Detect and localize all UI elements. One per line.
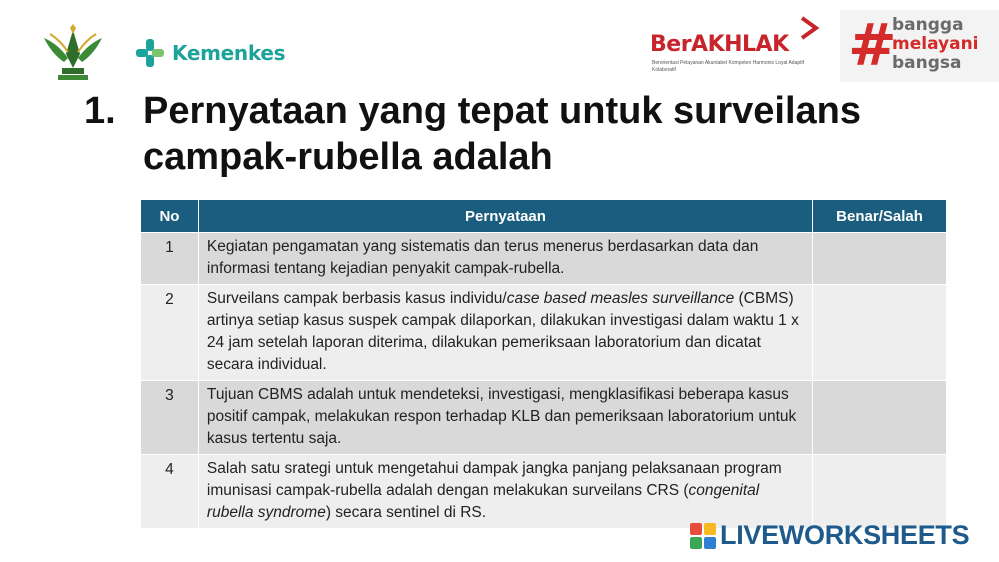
statement-table: [140, 199, 947, 529]
answer-cell[interactable]: [813, 285, 947, 381]
row-statement: [198, 455, 812, 529]
answer-cell[interactable]: [813, 381, 947, 455]
header-answer: Benar/Salah: [813, 200, 947, 233]
statement-text: Salah satu srategi untuk mengetahui dampak jangka panjang pelaksanaan program imunisasi campak-rubella adalah dengan melakukan surveilans CRS (: [206, 460, 782, 499]
berakhlak-word: BerAKHLAK: [650, 32, 789, 57]
liveworksheets-cube-icon: [690, 523, 716, 549]
row-statement: [198, 233, 812, 285]
row-number: 3: [141, 381, 199, 455]
table-row: [141, 233, 947, 285]
header-no: No: [141, 200, 199, 233]
statement-text: Kegiatan pengamatan yang sistematis dan terus menerus berdasarkan data dan informasi tentang kejadian penyakit campak-rubella.: [206, 238, 759, 277]
kemenkes-logo: [134, 36, 285, 70]
table-row: [141, 285, 947, 381]
table-body: [141, 233, 947, 529]
row-statement: [198, 285, 812, 381]
header-statement: Pernyataan: [198, 200, 812, 233]
table-row: [141, 381, 947, 455]
bangga-line-2: melayani: [892, 34, 979, 54]
bangga-hash: #: [848, 11, 897, 79]
row-number: 1: [141, 233, 199, 285]
liveworksheets-text: LIVEWORKSHEETS: [720, 520, 970, 550]
bangga-melayani-bangsa-logo: [840, 10, 999, 82]
table-row: [141, 455, 947, 529]
statement-text: (CBMS) artinya setiap kasus suspek campak dilaporkan, dilakukan investigasi dalam waktu 1 x 24 jam setelah laporan diterima, dilakukan pemeriksaan laboratorium dan dicatat secara individual.: [206, 290, 799, 373]
statement-text: ) secara sentinel di RS.: [325, 504, 487, 521]
table-header-row: [141, 200, 947, 233]
row-statement: [198, 381, 812, 455]
statement-italic-text: case based measles surveillance: [506, 290, 735, 307]
statement-italic-text: congenital rubella syndrome: [206, 482, 760, 521]
berakhlak-tagline: Berorientasi Pelayanan Akuntabel Kompeten Harmonis Loyal Adaptif Kolaboratif: [652, 60, 805, 73]
answer-cell[interactable]: [813, 455, 947, 529]
kemenkes-mark-icon: [134, 37, 166, 69]
row-number: 4: [141, 455, 199, 529]
answer-cell[interactable]: [813, 233, 947, 285]
kemenkes-name: Kemenkes: [172, 41, 286, 65]
garuda-emblem-logo: [40, 24, 106, 84]
liveworksheets-watermark: [690, 520, 969, 551]
berakhlak-logo: [646, 12, 826, 80]
bangga-line-1: bangga: [892, 15, 964, 35]
question-title: Pernyataan yang tepat untuk surveilans campak-rubella adalah: [143, 90, 862, 178]
question-number: 1.: [84, 90, 116, 132]
bangga-line-3: bangsa: [892, 53, 962, 73]
row-number: 2: [141, 285, 199, 381]
statement-text: Surveilans campak berbasis kasus individu/: [206, 290, 507, 307]
berakhlak-chevron-icon: [796, 14, 826, 44]
statement-text: Tujuan CBMS adalah untuk mendeteksi, investigasi, mengklasifikasi beberapa kasus positif campak, melakukan respon terhadap KLB dan pemeriksaan laboratorium untuk kasus tertentu saja.: [206, 386, 797, 447]
